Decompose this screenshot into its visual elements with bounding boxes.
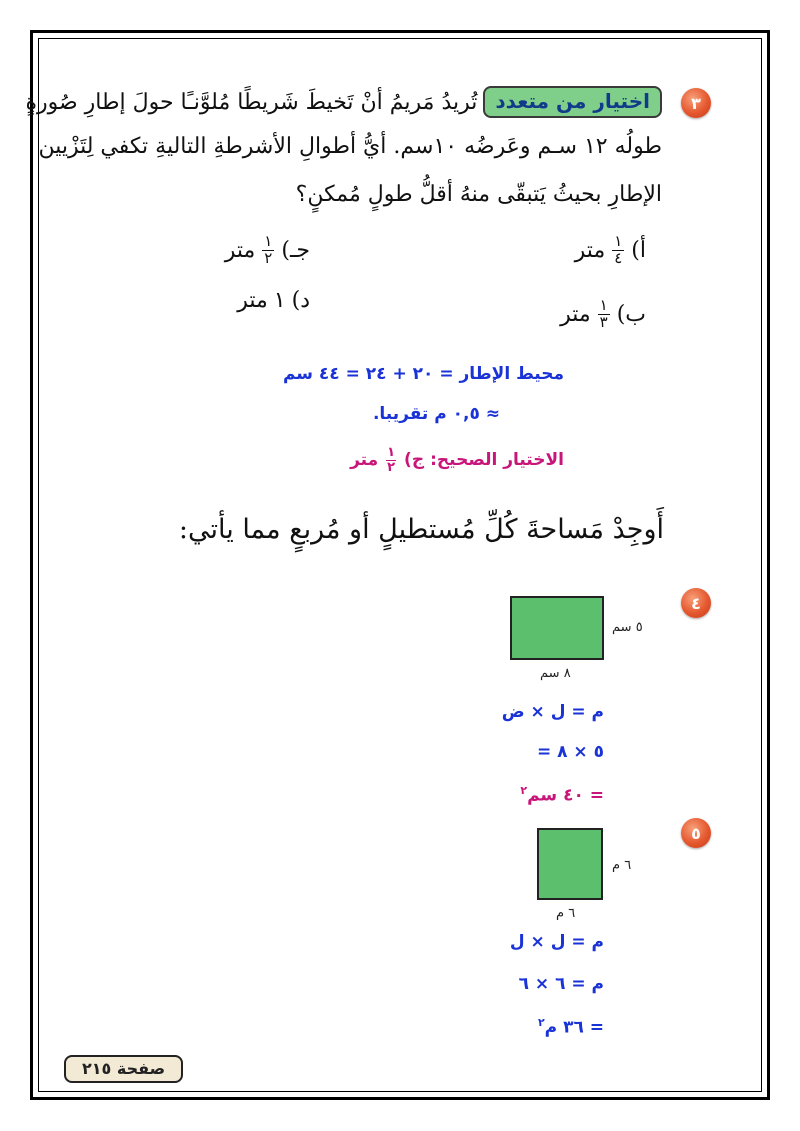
q4-step: = ٥ × ٨ bbox=[536, 742, 604, 762]
rectangle-height-label: ٥ سم bbox=[612, 620, 643, 635]
section-heading: أَوجِدْ مَساحةَ كُلِّ مُستطيلٍ أو مُربعٍ مما يأتي: bbox=[178, 514, 664, 545]
rectangle-figure bbox=[510, 596, 604, 660]
option-d[interactable]: د) ١ متر bbox=[237, 288, 310, 313]
q5-formula: م = ل × ل bbox=[509, 932, 604, 952]
question-3-number-badge: ٣ bbox=[681, 88, 711, 118]
question-3-text-line-3: الإطارِ بحيثُ يَتبقّى منهُ أقلُّ طولٍ مُمكنٍ؟ bbox=[295, 182, 662, 207]
correct-answer-fraction: ١ ٢ bbox=[387, 445, 396, 475]
option-c[interactable]: جـ) $\frac{١}{٢}$ متر bbox=[224, 232, 310, 267]
q4-formula: م = ل × ض bbox=[501, 702, 604, 722]
q5-result: = ٣٦ م$^٢$ bbox=[537, 1016, 604, 1038]
page-number-badge: صفحة ٢١٥ bbox=[64, 1055, 183, 1083]
solution-perimeter: محيط الإطار = ٢٠ + ٢٤ = ٤٤ سم bbox=[282, 364, 564, 384]
q5-step: م = ٦ × ٦ bbox=[518, 974, 604, 994]
square-width-label: ٦ م bbox=[556, 906, 576, 921]
option-a[interactable]: أ) $\frac{١}{٤}$ متر bbox=[574, 232, 646, 267]
multiple-choice-badge: اختيار من متعدد bbox=[483, 86, 662, 118]
correct-answer-label: ج) bbox=[404, 450, 425, 471]
q4-result: = ٤٠ سم$^٢$ bbox=[520, 784, 604, 806]
question-3-text-line-1: تُريدُ مَريمُ أنْ تَخيطَ شَريطًا مُلوَّنـًا حولَ إطارِ صُورةٍ bbox=[25, 89, 478, 115]
rectangle-width-label: ٨ سم bbox=[540, 666, 571, 681]
option-b-fraction: $\frac{١}{٣}$ bbox=[599, 296, 608, 331]
correct-answer: الاختيار الصحيح: ج) ١ ٢ متر bbox=[350, 445, 564, 475]
option-a-fraction: $\frac{١}{٤}$ bbox=[614, 232, 623, 267]
question-3-text-line-2: طولُه ١٢ سـم وعَرضُه ١٠سم. أيُّ أطوالِ الأشرطةِ التاليةِ تكفي لِتَزْيين bbox=[38, 134, 662, 159]
option-b[interactable]: ب) $\frac{١}{٣}$ متر bbox=[560, 296, 646, 331]
question-5-number-badge: ٥ bbox=[681, 818, 711, 848]
square-height-label: ٦ م bbox=[612, 858, 632, 873]
solution-approximation: ≈ ٠,٥ م تقريبا. bbox=[372, 404, 500, 424]
question-3-line-1 bbox=[25, 86, 662, 118]
square-figure bbox=[537, 828, 603, 900]
question-4-number-badge: ٤ bbox=[681, 588, 711, 618]
option-c-fraction: $\frac{١}{٢}$ bbox=[264, 232, 273, 267]
